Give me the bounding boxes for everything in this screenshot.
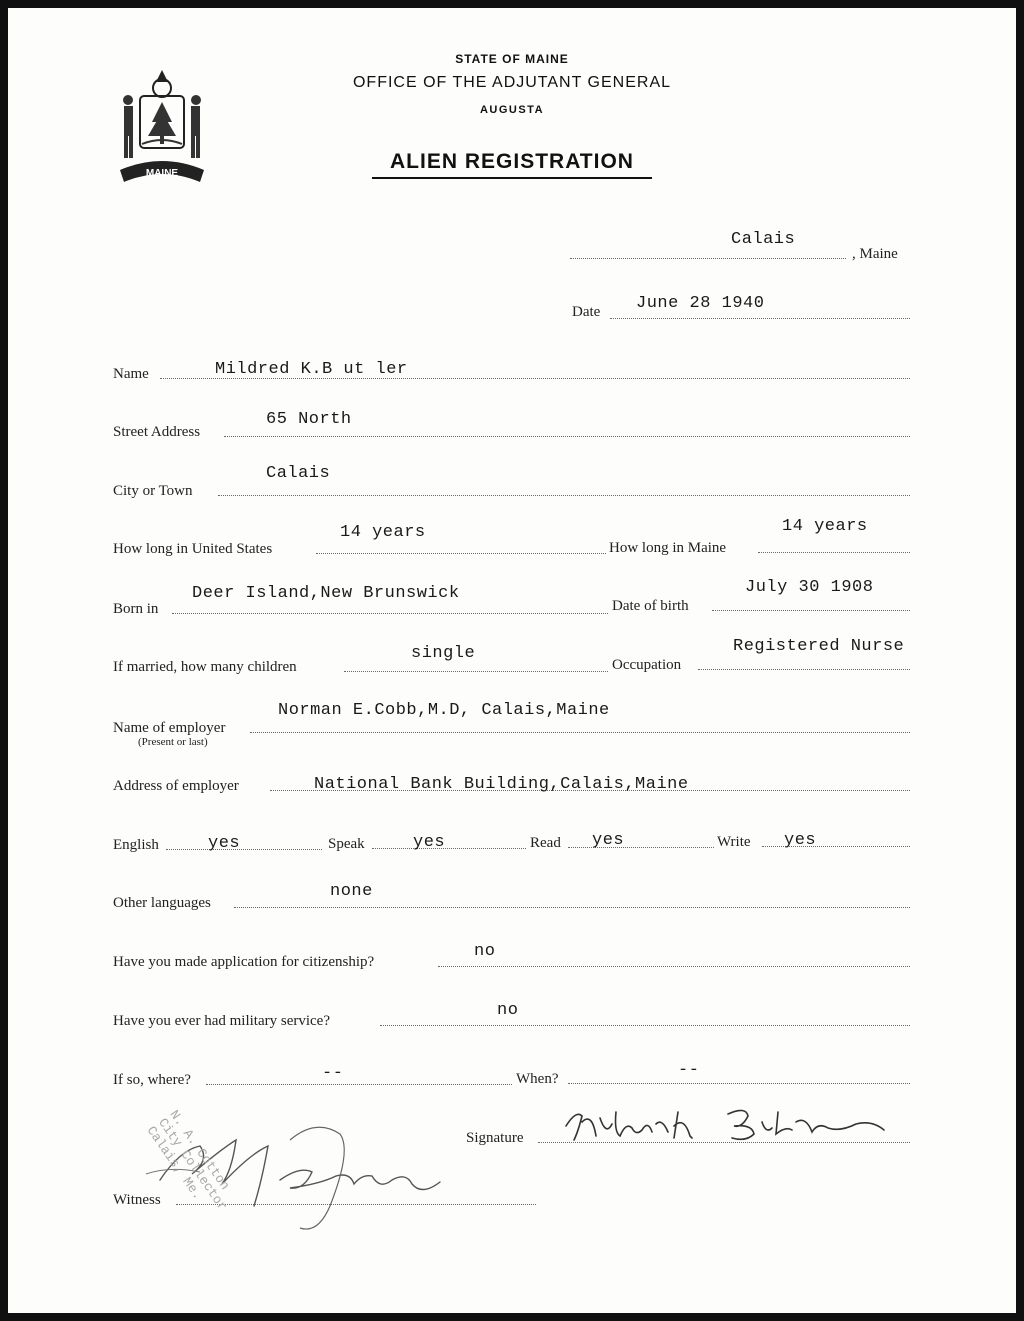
citizenship-line [438, 966, 910, 967]
us-years-value: 14 years [340, 523, 426, 542]
name-label: Name [113, 366, 149, 382]
when-line [568, 1083, 910, 1084]
born-in-value: Deer Island,New Brunswick [192, 584, 460, 603]
name-value: Mildred K.B ut ler [215, 360, 408, 379]
maine-years-label: How long in Maine [609, 540, 727, 556]
place-suffix: , Maine [852, 246, 898, 262]
occupation-value: Registered Nurse [733, 637, 905, 656]
street-line [224, 436, 910, 437]
when-label: When? [516, 1071, 559, 1087]
office-heading: OFFICE OF THE ADJUTANT GENERAL [352, 74, 672, 91]
when-value: -- [678, 1061, 700, 1080]
citizenship-label: Have you made application for citizenship? [113, 954, 375, 970]
employer-address-label: Address of employer [113, 778, 239, 794]
military-line [380, 1025, 910, 1026]
dob-label: Date of birth [612, 598, 689, 614]
witness-label: Witness [113, 1192, 161, 1208]
maine-years-value: 14 years [782, 517, 868, 536]
dob-value: July 30 1908 [745, 578, 874, 597]
english-label: English [113, 837, 159, 853]
employer-line [250, 732, 910, 733]
born-in-label: Born in [113, 601, 159, 617]
signature-handwriting [556, 1102, 896, 1148]
signature-label: Signature [466, 1130, 524, 1146]
where-value: -- [322, 1064, 344, 1083]
children-label: If married, how many children [113, 659, 297, 675]
read-label: Read [530, 835, 561, 851]
occupation-line [698, 669, 910, 670]
write-value: yes [784, 831, 817, 850]
born-in-line [172, 613, 608, 614]
city-label: City or Town [113, 483, 193, 499]
military-label: Have you ever had military service? [113, 1013, 330, 1029]
city-value: Calais [266, 464, 331, 483]
other-languages-label: Other languages [113, 895, 211, 911]
us-years-line [316, 553, 606, 554]
collector-stamp: N. A. Cotton City Collector Calais, Me. [143, 1107, 233, 1214]
dob-line [712, 610, 910, 611]
english-value: yes [208, 834, 241, 853]
us-years-label: How long in United States [113, 541, 273, 557]
street-value: 65 North [266, 410, 352, 429]
state-heading: STATE OF MAINE [455, 52, 569, 66]
where-label: If so, where? [113, 1072, 191, 1088]
date-line [610, 318, 910, 319]
maine-years-line [758, 552, 910, 553]
speak-line [372, 848, 526, 849]
city-line [218, 495, 910, 496]
speak-label: Speak [328, 836, 365, 852]
children-line [344, 671, 608, 672]
street-label: Street Address [113, 424, 201, 440]
employer-sublabel: (Present or last) [138, 736, 208, 748]
date-label: Date [572, 304, 601, 320]
place-value: Calais [731, 230, 796, 249]
speak-value: yes [413, 833, 446, 852]
read-value: yes [592, 831, 625, 850]
other-languages-line [234, 907, 910, 908]
where-line [206, 1084, 512, 1085]
read-line [568, 847, 714, 848]
form-title: ALIEN REGISTRATION [372, 150, 652, 179]
military-value: no [497, 1001, 519, 1020]
citizenship-value: no [474, 942, 496, 961]
employer-address-value: National Bank Building,Calais,Maine [314, 775, 689, 794]
write-label: Write [717, 834, 751, 850]
english-line [166, 849, 322, 850]
occupation-label: Occupation [612, 657, 682, 673]
employer-value: Norman E.Cobb,M.D, Calais,Maine [278, 701, 610, 720]
date-value: June 28 1940 [636, 294, 765, 313]
children-value: single [411, 644, 476, 663]
other-languages-value: none [330, 882, 373, 901]
city-heading: AUGUSTA [479, 104, 545, 116]
seal-lettering: MAINE [145, 168, 179, 179]
employer-label: Name of employer [113, 720, 226, 736]
place-line [570, 258, 846, 259]
